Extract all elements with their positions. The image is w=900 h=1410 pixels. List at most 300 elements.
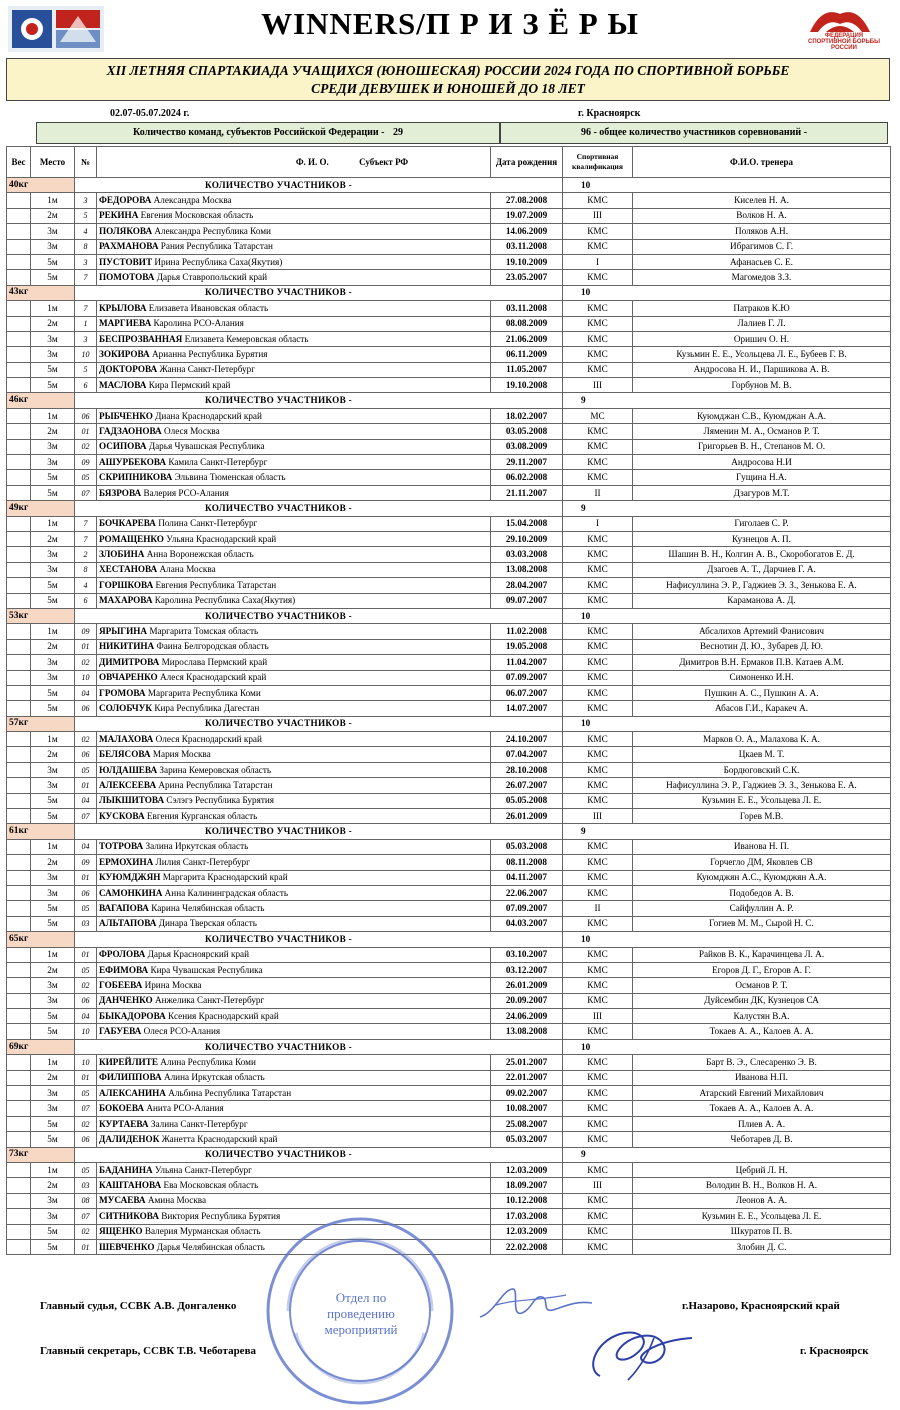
athlete-name-region: Жанна Санкт-Петербург bbox=[159, 364, 255, 375]
weight-cell bbox=[7, 455, 31, 470]
table-row bbox=[7, 455, 891, 470]
qualification-cell: КМС bbox=[563, 424, 633, 439]
coach-cell: Нафисуллина Э. Р., Гаджиев Э. З., Зенькова Е. А. bbox=[633, 778, 891, 793]
coach-cell: Атарский Евгений Михайлович bbox=[633, 1086, 891, 1101]
weight-category-row bbox=[7, 501, 891, 516]
table-row bbox=[7, 208, 891, 223]
athlete-surname: ОВЧАРЕНКО bbox=[99, 672, 158, 683]
athlete-surname: МАХАРОВА bbox=[99, 595, 153, 606]
weight-category-label: 49кг bbox=[7, 501, 75, 516]
col-header-name bbox=[97, 147, 491, 178]
athlete-name-cell bbox=[97, 1178, 491, 1193]
weight-cell bbox=[7, 947, 31, 962]
number-cell: 07 bbox=[75, 1209, 97, 1224]
athlete-surname: ГАБУЕВА bbox=[99, 1026, 142, 1037]
weight-cell bbox=[7, 516, 31, 531]
table-row bbox=[7, 916, 891, 931]
qualification-cell: КМС bbox=[563, 639, 633, 654]
qualification-cell: III bbox=[563, 208, 633, 223]
weight-cell bbox=[7, 978, 31, 993]
weight-category-row bbox=[7, 608, 891, 623]
athlete-name-cell bbox=[97, 1024, 491, 1039]
athlete-name-region: Евгения Республика Татарстан bbox=[155, 579, 277, 590]
coach-cell: Кузьмин Е. Е., Усольцева Л. Е., Бубеев Г. В. bbox=[633, 347, 891, 362]
number-cell: 02 bbox=[75, 439, 97, 454]
table-row bbox=[7, 362, 891, 377]
qualification-cell: I bbox=[563, 254, 633, 269]
athlete-name-cell bbox=[97, 885, 491, 900]
athlete-name-region: Залина Иркутская область bbox=[145, 841, 249, 852]
coach-cell: Поляков А.Н. bbox=[633, 224, 891, 239]
place-cell: 3м bbox=[31, 655, 75, 670]
qualification-cell: КМС bbox=[563, 1239, 633, 1254]
coach-cell: Леонов А. А. bbox=[633, 1193, 891, 1208]
athlete-surname: АЛЕКСЕЕВА bbox=[99, 779, 157, 790]
athlete-name-region: Алина Иркутская область bbox=[163, 1072, 265, 1083]
athlete-name-region: Динара Тверская область bbox=[158, 918, 257, 929]
coach-cell: Иванова Н. П. bbox=[633, 839, 891, 854]
athlete-name-cell bbox=[97, 1193, 491, 1208]
birthdate-cell: 06.02.2008 bbox=[491, 470, 563, 485]
weight-cell bbox=[7, 224, 31, 239]
table-row bbox=[7, 254, 891, 269]
place-cell: 2м bbox=[31, 316, 75, 331]
table-row bbox=[7, 1009, 891, 1024]
competition-city: г. Красноярск bbox=[578, 108, 641, 119]
athlete-name-region: Арина Республика Татарстан bbox=[158, 779, 273, 790]
participants-count-label: КОЛИЧЕСТВО УЧАСТНИКОВ - bbox=[75, 932, 563, 947]
place-cell: 3м bbox=[31, 1086, 75, 1101]
qualification-cell: КМС bbox=[563, 562, 633, 577]
number-cell: 01 bbox=[75, 778, 97, 793]
table-row bbox=[7, 639, 891, 654]
place-cell: 5м bbox=[31, 685, 75, 700]
weight-cell bbox=[7, 239, 31, 254]
participants-count-value: 10 bbox=[563, 716, 891, 731]
table-row bbox=[7, 1193, 891, 1208]
coach-cell: Кузьмин Е. Е., Усольцева Л. Е. bbox=[633, 793, 891, 808]
coach-cell: Шкуратов П. В. bbox=[633, 1224, 891, 1239]
weight-cell bbox=[7, 1239, 31, 1254]
number-cell: 4 bbox=[75, 578, 97, 593]
birthdate-cell: 03.03.2008 bbox=[491, 547, 563, 562]
athlete-name-cell bbox=[97, 901, 491, 916]
weight-cell bbox=[7, 855, 31, 870]
teams-count: 29 bbox=[392, 127, 403, 138]
qualification-cell: КМС bbox=[563, 655, 633, 670]
number-cell: 06 bbox=[75, 701, 97, 716]
athlete-name-region: Фаина Белгородская область bbox=[156, 641, 269, 652]
athlete-name-cell bbox=[97, 408, 491, 423]
weight-cell bbox=[7, 762, 31, 777]
athlete-name-cell bbox=[97, 331, 491, 346]
participants-count-label: КОЛИЧЕСТВО УЧАСТНИКОВ - bbox=[75, 178, 563, 193]
place-cell: 5м bbox=[31, 254, 75, 269]
weight-category-row bbox=[7, 716, 891, 731]
athlete-name-region: Кира Пермский край bbox=[148, 379, 231, 390]
athlete-surname: ГОБЕЕВА bbox=[99, 980, 143, 990]
table-row bbox=[7, 839, 891, 854]
weight-cell bbox=[7, 639, 31, 654]
qualification-cell: КМС bbox=[563, 270, 633, 285]
birthdate-cell: 15.04.2008 bbox=[491, 516, 563, 531]
weight-cell bbox=[7, 208, 31, 223]
qualification-cell: КМС bbox=[563, 701, 633, 716]
number-cell: 10 bbox=[75, 670, 97, 685]
athlete-name-cell bbox=[97, 778, 491, 793]
qualification-cell: КМС bbox=[563, 839, 633, 854]
athlete-name-region: Дарья Челябинская область bbox=[156, 1241, 265, 1252]
weight-category-label: 73кг bbox=[7, 1147, 75, 1162]
qualification-cell: КМС bbox=[563, 593, 633, 608]
athlete-surname: ГАДЗАОНОВА bbox=[99, 425, 162, 436]
athlete-surname: АЛЕКСАНИНА bbox=[99, 1087, 166, 1098]
athlete-name-region: Анна Калининградская область bbox=[164, 887, 289, 898]
birthdate-cell: 28.10.2008 bbox=[491, 762, 563, 777]
athlete-name-region: Александра Москва bbox=[153, 195, 232, 206]
weight-cell bbox=[7, 962, 31, 977]
athlete-name-region: Мария Москва bbox=[152, 749, 211, 760]
athlete-surname: ЛЫКШИТОВА bbox=[99, 795, 165, 806]
table-row bbox=[7, 747, 891, 762]
chief-secretary-signature-line: Главный секретарь, ССВК Т.В. Чеботарева bbox=[40, 1345, 257, 1357]
athlete-surname: БОКОЕВА bbox=[99, 1103, 145, 1114]
weight-cell bbox=[7, 593, 31, 608]
table-row bbox=[7, 270, 891, 285]
weight-cell bbox=[7, 1009, 31, 1024]
qualification-cell: КМС bbox=[563, 1024, 633, 1039]
weight-cell bbox=[7, 1055, 31, 1070]
coach-cell: Токаев А. А., Калоев А. А. bbox=[633, 1101, 891, 1116]
coach-cell: Токаев А. А., Калоев А. А. bbox=[633, 1024, 891, 1039]
athlete-surname: ФИЛИППОВА bbox=[99, 1072, 162, 1083]
number-cell: 3 bbox=[75, 254, 97, 269]
athlete-name-cell bbox=[97, 655, 491, 670]
subtitle-line-1: XII ЛЕТНЯЯ СПАРТАКИАДА УЧАЩИХСЯ (ЮНОШЕСКАЯ) РОССИИ 2024 ГОДА ПО СПОРТИВНОЙ БОРЬБЕ bbox=[106, 63, 790, 78]
number-cell: 06 bbox=[75, 1132, 97, 1147]
qualification-cell: КМС bbox=[563, 193, 633, 208]
birthdate-cell: 03.11.2008 bbox=[491, 239, 563, 254]
athlete-surname: ОСИПОВА bbox=[99, 441, 147, 452]
secretary-signature-icon bbox=[580, 1320, 700, 1386]
birthdate-cell: 05.03.2007 bbox=[491, 1132, 563, 1147]
athlete-name-cell bbox=[97, 1070, 491, 1085]
weight-cell bbox=[7, 1209, 31, 1224]
athlete-surname: ПУСТОВИТ bbox=[99, 256, 153, 267]
table-row bbox=[7, 408, 891, 423]
athlete-name-region: Ирина Республика Саха(Якутия) bbox=[154, 256, 283, 267]
results-body bbox=[7, 178, 891, 1255]
coach-cell: Волков Н. А. bbox=[633, 208, 891, 223]
table-row bbox=[7, 1116, 891, 1131]
chief-judge-city: г.Назарово, Красноярский край bbox=[682, 1300, 840, 1312]
athlete-name-cell bbox=[97, 593, 491, 608]
athlete-name-region: Диана Краснодарский край bbox=[155, 410, 262, 421]
birthdate-cell: 06.11.2009 bbox=[491, 347, 563, 362]
table-row bbox=[7, 962, 891, 977]
number-cell: 01 bbox=[75, 870, 97, 885]
coach-cell: Дзагуров М.Т. bbox=[633, 485, 891, 500]
birthdate-cell: 14.07.2007 bbox=[491, 701, 563, 716]
number-cell: 8 bbox=[75, 562, 97, 577]
place-cell: 2м bbox=[31, 1178, 75, 1193]
athlete-name-cell bbox=[97, 793, 491, 808]
weight-cell bbox=[7, 993, 31, 1008]
qualification-cell: КМС bbox=[563, 439, 633, 454]
athlete-name-cell bbox=[97, 439, 491, 454]
athlete-surname: ГОРШКОВА bbox=[99, 579, 154, 590]
table-row bbox=[7, 531, 891, 546]
number-cell: 7 bbox=[75, 531, 97, 546]
place-cell: 1м bbox=[31, 301, 75, 316]
table-row bbox=[7, 670, 891, 685]
birthdate-cell: 26.07.2007 bbox=[491, 778, 563, 793]
birthdate-cell: 03.08.2009 bbox=[491, 439, 563, 454]
athlete-name-region: Эльвина Тюменская область bbox=[174, 472, 286, 483]
weight-category-row bbox=[7, 824, 891, 839]
table-row bbox=[7, 424, 891, 439]
coach-cell: Оришич О. Н. bbox=[633, 331, 891, 346]
athlete-name-region: Залина Санкт-Петербург bbox=[150, 1118, 248, 1129]
qualification-cell: КМС bbox=[563, 1101, 633, 1116]
birthdate-cell: 11.02.2008 bbox=[491, 624, 563, 639]
table-row bbox=[7, 331, 891, 346]
weight-cell bbox=[7, 1178, 31, 1193]
qualification-cell: КМС bbox=[563, 624, 633, 639]
weight-cell bbox=[7, 408, 31, 423]
number-cell: 08 bbox=[75, 1193, 97, 1208]
birthdate-cell: 03.05.2008 bbox=[491, 424, 563, 439]
weight-category-row bbox=[7, 932, 891, 947]
athlete-name-cell bbox=[97, 301, 491, 316]
coach-cell: Райков В. К., Карачинцева Л. А. bbox=[633, 947, 891, 962]
athlete-name-region: Ирина Москва bbox=[144, 980, 202, 990]
table-row bbox=[7, 947, 891, 962]
qualification-cell: КМС bbox=[563, 470, 633, 485]
table-row bbox=[7, 1055, 891, 1070]
athlete-name-region: Маргарита Краснодарский край bbox=[162, 872, 288, 883]
number-cell: 7 bbox=[75, 516, 97, 531]
number-cell: 3 bbox=[75, 331, 97, 346]
table-row bbox=[7, 1101, 891, 1116]
weight-cell bbox=[7, 1193, 31, 1208]
number-cell: 04 bbox=[75, 685, 97, 700]
coach-cell: Симоненко И.Н. bbox=[633, 670, 891, 685]
birthdate-cell: 18.02.2007 bbox=[491, 408, 563, 423]
coach-cell: Андросова Н.И bbox=[633, 455, 891, 470]
athlete-surname: ЗОКИРОВА bbox=[99, 348, 150, 359]
number-cell: 02 bbox=[75, 732, 97, 747]
birthdate-cell: 07.09.2007 bbox=[491, 670, 563, 685]
place-cell: 5м bbox=[31, 901, 75, 916]
number-cell: 7 bbox=[75, 270, 97, 285]
place-cell: 2м bbox=[31, 962, 75, 977]
place-cell: 5м bbox=[31, 1009, 75, 1024]
coach-cell: Володин В. Н., Волков Н. А. bbox=[633, 1178, 891, 1193]
qualification-cell: КМС bbox=[563, 762, 633, 777]
competition-subtitle bbox=[6, 58, 890, 101]
coach-cell: Калустян В.А. bbox=[633, 1009, 891, 1024]
table-row bbox=[7, 316, 891, 331]
number-cell: 04 bbox=[75, 793, 97, 808]
number-cell: 01 bbox=[75, 639, 97, 654]
athlete-name-cell bbox=[97, 701, 491, 716]
place-cell: 5м bbox=[31, 1239, 75, 1254]
coach-cell: Цебрий Л. Н. bbox=[633, 1163, 891, 1178]
table-row bbox=[7, 239, 891, 254]
birthdate-cell: 12.03.2009 bbox=[491, 1163, 563, 1178]
weight-cell bbox=[7, 809, 31, 824]
athlete-surname: ВАГАПОВА bbox=[99, 903, 149, 914]
athlete-name-cell bbox=[97, 362, 491, 377]
athlete-name-cell bbox=[97, 747, 491, 762]
birthdate-cell: 19.10.2008 bbox=[491, 378, 563, 393]
coach-cell: Димитров В.Н. Ермаков П.В. Катаев А.М. bbox=[633, 655, 891, 670]
number-cell: 06 bbox=[75, 885, 97, 900]
place-cell: 2м bbox=[31, 424, 75, 439]
athlete-name-cell bbox=[97, 224, 491, 239]
place-cell: 3м bbox=[31, 1209, 75, 1224]
birthdate-cell: 10.08.2007 bbox=[491, 1101, 563, 1116]
athlete-name-region: Каролина Республика Саха(Якутия) bbox=[154, 595, 296, 606]
athlete-name-cell bbox=[97, 1101, 491, 1116]
athlete-name-region: Александра Республика Коми bbox=[154, 225, 271, 236]
qualification-cell: КМС bbox=[563, 1055, 633, 1070]
athlete-name-region: Карина Челябинская область bbox=[151, 903, 265, 914]
athlete-name-cell bbox=[97, 485, 491, 500]
athlete-surname: КУЮМДЖЯН bbox=[99, 872, 161, 883]
place-cell: 5м bbox=[31, 1024, 75, 1039]
table-row bbox=[7, 485, 891, 500]
athlete-name-cell bbox=[97, 978, 491, 993]
birthdate-cell: 08.08.2009 bbox=[491, 316, 563, 331]
athlete-surname: ФРОЛОВА bbox=[99, 949, 146, 960]
weight-cell bbox=[7, 439, 31, 454]
qualification-cell: КМС bbox=[563, 793, 633, 808]
athlete-name-region: Дарья Красноярский край bbox=[147, 949, 250, 960]
number-cell: 07 bbox=[75, 809, 97, 824]
participants-count-label: КОЛИЧЕСТВО УЧАСТНИКОВ - bbox=[75, 285, 563, 300]
athlete-name-region: Анжелика Санкт-Петербург bbox=[155, 995, 265, 1006]
athlete-surname: БОЧКАРЕВА bbox=[99, 518, 156, 529]
number-cell: 5 bbox=[75, 208, 97, 223]
athlete-name-cell bbox=[97, 962, 491, 977]
athlete-surname: КРЫЛОВА bbox=[99, 302, 147, 313]
athlete-surname: МАСЛОВА bbox=[99, 379, 147, 390]
birthdate-cell: 24.10.2007 bbox=[491, 732, 563, 747]
counts-row bbox=[36, 122, 888, 144]
number-cell: 10 bbox=[75, 1024, 97, 1039]
coach-cell: Дуйсембин ДК, Кузнецов СА bbox=[633, 993, 891, 1008]
birthdate-cell: 03.11.2008 bbox=[491, 301, 563, 316]
birthdate-cell: 29.11.2007 bbox=[491, 455, 563, 470]
athlete-name-region: Елизавета Кемеровская область bbox=[184, 333, 309, 344]
qualification-cell: КМС bbox=[563, 301, 633, 316]
qualification-cell: КМС bbox=[563, 778, 633, 793]
athlete-name-cell bbox=[97, 378, 491, 393]
number-cell: 05 bbox=[75, 962, 97, 977]
number-cell: 06 bbox=[75, 747, 97, 762]
coach-cell: Куюмджан С.В., Куюмджан А.А. bbox=[633, 408, 891, 423]
number-cell: 01 bbox=[75, 947, 97, 962]
stamp-text: Отдел по проведению мероприятий bbox=[324, 1290, 398, 1337]
qualification-cell: КМС bbox=[563, 885, 633, 900]
qualification-cell: II bbox=[563, 485, 633, 500]
number-cell: 05 bbox=[75, 762, 97, 777]
birthdate-cell: 18.09.2007 bbox=[491, 1178, 563, 1193]
table-row bbox=[7, 547, 891, 562]
athlete-name-cell bbox=[97, 531, 491, 546]
athlete-name-cell bbox=[97, 870, 491, 885]
participants-count-value: 9 bbox=[563, 393, 891, 408]
chief-judge-signature-line: Главный судья, ССВК А.В. Донгаленко bbox=[40, 1300, 237, 1312]
athlete-name-region: Сэлэгэ Республика Бурятия bbox=[166, 795, 274, 806]
athlete-surname: РЕКИНА bbox=[99, 210, 139, 221]
table-row bbox=[7, 224, 891, 239]
number-cell: 7 bbox=[75, 301, 97, 316]
place-cell: 1м bbox=[31, 732, 75, 747]
athlete-surname: АШУРБЕКОВА bbox=[99, 456, 167, 467]
athlete-surname: ЯРЫГИНА bbox=[99, 626, 148, 637]
place-cell: 5м bbox=[31, 593, 75, 608]
participants-count-label: КОЛИЧЕСТВО УЧАСТНИКОВ - bbox=[75, 1039, 563, 1054]
athlete-name-cell bbox=[97, 316, 491, 331]
athlete-name-cell bbox=[97, 809, 491, 824]
place-cell: 3м bbox=[31, 547, 75, 562]
table-row bbox=[7, 701, 891, 716]
qualification-cell: КМС bbox=[563, 670, 633, 685]
weight-cell bbox=[7, 1086, 31, 1101]
birthdate-cell: 06.07.2007 bbox=[491, 685, 563, 700]
number-cell: 05 bbox=[75, 1086, 97, 1101]
coach-cell: Сайфуллин А. Р. bbox=[633, 901, 891, 916]
athlete-surname: ЕФИМОВА bbox=[99, 964, 149, 975]
table-row bbox=[7, 855, 891, 870]
birthdate-cell: 14.06.2009 bbox=[491, 224, 563, 239]
qualification-cell: КМС bbox=[563, 978, 633, 993]
coach-cell: Ибрагимов С. Г. bbox=[633, 239, 891, 254]
athlete-name-region: Арианна Республика Бурятия bbox=[152, 348, 268, 359]
athlete-name-cell bbox=[97, 1009, 491, 1024]
table-row bbox=[7, 516, 891, 531]
place-cell: 2м bbox=[31, 1070, 75, 1085]
athlete-name-cell bbox=[97, 270, 491, 285]
place-cell: 3м bbox=[31, 885, 75, 900]
athlete-name-region: Анита РСО-Алания bbox=[146, 1103, 224, 1114]
athlete-name-region: Алеся Краснодарский край bbox=[159, 672, 267, 683]
athlete-name-region: Ульяна Санкт-Петербург bbox=[154, 1164, 252, 1175]
coach-cell: Шашин В. Н., Колгин А. В., Скоробогатов Е. Д. bbox=[633, 547, 891, 562]
weight-cell bbox=[7, 701, 31, 716]
weight-cell bbox=[7, 1101, 31, 1116]
birthdate-cell: 19.10.2009 bbox=[491, 254, 563, 269]
athlete-surname: САМОНКИНА bbox=[99, 887, 163, 898]
athlete-name-region: Алана Москва bbox=[159, 564, 216, 575]
weight-category-label: 43кг bbox=[7, 285, 75, 300]
participants-count-label: КОЛИЧЕСТВО УЧАСТНИКОВ - bbox=[75, 501, 563, 516]
number-cell: 07 bbox=[75, 485, 97, 500]
weight-cell bbox=[7, 870, 31, 885]
birthdate-cell: 22.06.2007 bbox=[491, 885, 563, 900]
athlete-name-cell bbox=[97, 670, 491, 685]
weight-cell bbox=[7, 562, 31, 577]
qualification-cell: КМС bbox=[563, 239, 633, 254]
weight-cell bbox=[7, 1132, 31, 1147]
coach-cell: Ляменин М. А., Османов Р. Т. bbox=[633, 424, 891, 439]
athlete-name-cell bbox=[97, 516, 491, 531]
birthdate-cell: 03.12.2007 bbox=[491, 962, 563, 977]
birthdate-cell: 11.04.2007 bbox=[491, 655, 563, 670]
